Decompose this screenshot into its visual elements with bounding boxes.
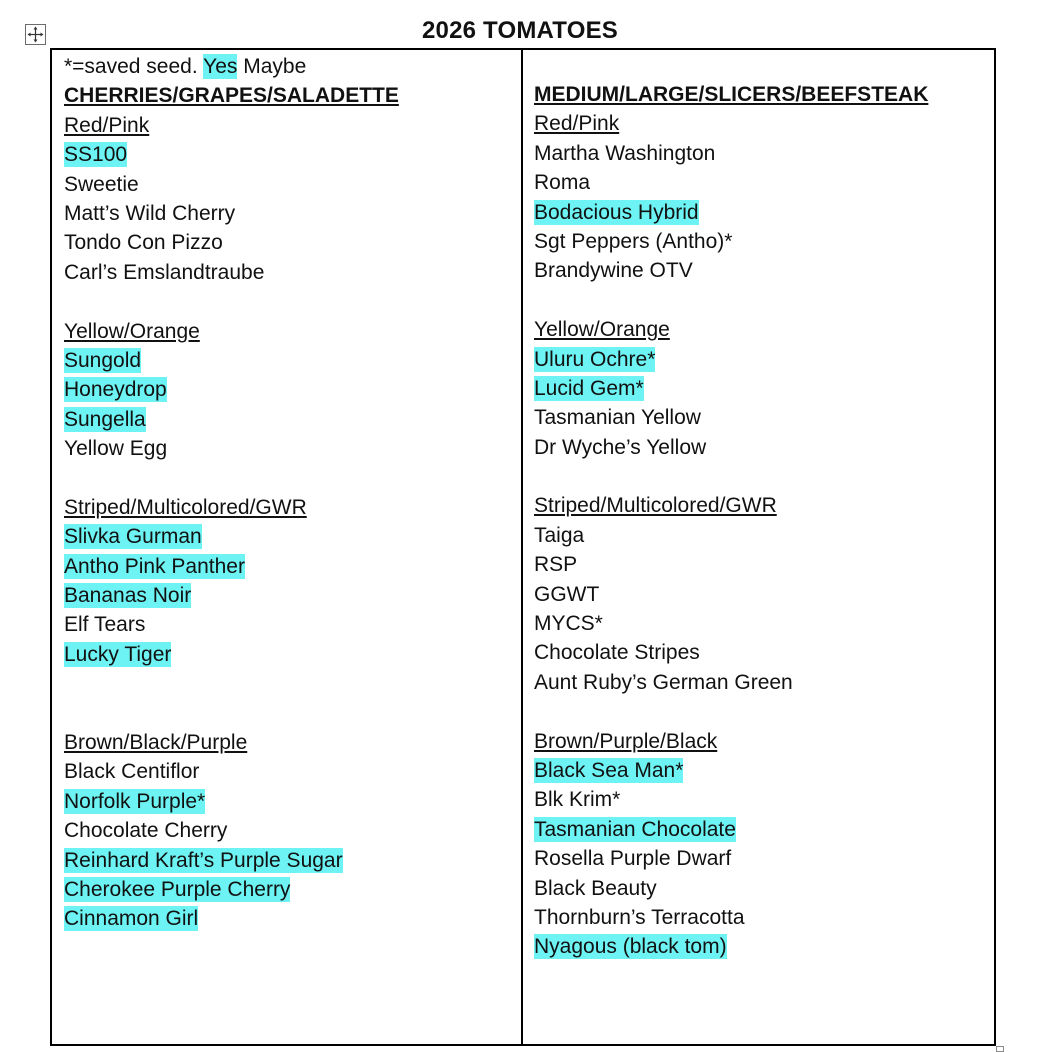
variety-item bbox=[534, 345, 984, 374]
variety-item bbox=[64, 405, 514, 434]
variety-item bbox=[534, 433, 984, 462]
variety-name: Sungold bbox=[64, 348, 142, 372]
group-label: Yellow/Orange bbox=[534, 318, 670, 342]
variety-item bbox=[534, 580, 984, 609]
variety-item bbox=[64, 258, 514, 287]
blank-line bbox=[534, 286, 984, 315]
variety-name: Norfolk Purple* bbox=[64, 789, 206, 813]
variety-item bbox=[534, 844, 984, 873]
variety-item bbox=[64, 757, 514, 786]
blank-line bbox=[64, 463, 514, 492]
variety-item bbox=[534, 198, 984, 227]
variety-item bbox=[534, 609, 984, 638]
variety-item bbox=[534, 756, 984, 785]
variety-item bbox=[64, 816, 514, 845]
group-label: Red/Pink bbox=[64, 113, 150, 137]
variety-name: Sgt Peppers (Antho)* bbox=[534, 229, 733, 253]
variety-name: Taiga bbox=[534, 523, 585, 547]
variety-name: Tasmanian Yellow bbox=[534, 406, 701, 430]
variety-item bbox=[64, 640, 514, 669]
legend-line bbox=[64, 52, 514, 81]
variety-item bbox=[64, 787, 514, 816]
variety-name: Lucky Tiger bbox=[64, 642, 172, 666]
variety-name: Aunt Ruby’s German Green bbox=[534, 670, 793, 694]
variety-name: Reinhard Kraft’s Purple Sugar bbox=[64, 848, 343, 872]
group-label: Brown/Purple/Black bbox=[534, 729, 718, 753]
slicers-column bbox=[534, 80, 984, 962]
variety-name: Black Beauty bbox=[534, 876, 657, 900]
cherries-groups bbox=[64, 111, 514, 934]
variety-item bbox=[534, 903, 984, 932]
variety-name: Rosella Purple Dwarf bbox=[534, 847, 732, 871]
variety-item bbox=[534, 256, 984, 285]
variety-item bbox=[534, 932, 984, 961]
group-label: Striped/Multicolored/GWR bbox=[64, 495, 307, 519]
variety-item bbox=[64, 434, 514, 463]
variety-name: Yellow Egg bbox=[64, 437, 168, 461]
variety-name: Uluru Ochre* bbox=[534, 347, 656, 371]
variety-item bbox=[534, 785, 984, 814]
variety-name: Elf Tears bbox=[64, 613, 146, 637]
variety-item bbox=[64, 581, 514, 610]
variety-name: RSP bbox=[534, 553, 578, 577]
variety-item bbox=[64, 904, 514, 933]
variety-item bbox=[534, 638, 984, 667]
blank-line bbox=[64, 287, 514, 316]
variety-name: SS100 bbox=[64, 143, 128, 167]
variety-name: Black Sea Man* bbox=[534, 758, 684, 782]
variety-name: GGWT bbox=[534, 582, 600, 606]
group-label: Yellow/Orange bbox=[64, 319, 200, 343]
blank-line bbox=[534, 697, 984, 726]
blank-line bbox=[64, 669, 514, 728]
blank-line bbox=[534, 462, 984, 491]
variety-name: Bananas Noir bbox=[64, 584, 192, 608]
variety-name: Black Centiflor bbox=[64, 760, 200, 784]
variety-name: Thornburn’s Terracotta bbox=[534, 905, 745, 929]
variety-name: Carl’s Emslandtraube bbox=[64, 260, 265, 284]
variety-item bbox=[534, 815, 984, 844]
legend-maybe: Maybe bbox=[237, 55, 307, 78]
variety-name: Antho Pink Panther bbox=[64, 554, 245, 578]
slicers-groups bbox=[534, 109, 984, 961]
variety-item bbox=[534, 403, 984, 432]
variety-item bbox=[64, 522, 514, 551]
variety-item bbox=[64, 552, 514, 581]
variety-item bbox=[64, 875, 514, 904]
variety-name: Chocolate Stripes bbox=[534, 641, 700, 665]
variety-item bbox=[534, 550, 984, 579]
variety-item bbox=[64, 346, 514, 375]
variety-item bbox=[534, 168, 984, 197]
variety-item bbox=[64, 228, 514, 257]
variety-item bbox=[64, 199, 514, 228]
variety-name: Brandywine OTV bbox=[534, 259, 693, 283]
variety-name: Nyagous (black tom) bbox=[534, 935, 727, 959]
variety-name: Dr Wyche’s Yellow bbox=[534, 435, 707, 459]
variety-name: Bodacious Hybrid bbox=[534, 200, 699, 224]
variety-name: Cherokee Purple Cherry bbox=[64, 877, 291, 901]
variety-name: Honeydrop bbox=[64, 378, 167, 402]
column-heading: MEDIUM/LARGE/SLICERS/BEEFSTEAK bbox=[534, 83, 929, 106]
variety-item bbox=[534, 374, 984, 403]
group-label: Brown/Black/Purple bbox=[64, 731, 248, 754]
table-resize-handle[interactable] bbox=[996, 1046, 1004, 1052]
variety-item bbox=[64, 170, 514, 199]
column-divider bbox=[521, 48, 523, 1046]
variety-name: Lucid Gem* bbox=[534, 376, 644, 400]
legend-saved-seed: *=saved seed. bbox=[64, 55, 204, 78]
cherries-column bbox=[64, 52, 514, 934]
document-title: 2026 TOMATOES bbox=[421, 17, 618, 44]
variety-item bbox=[64, 375, 514, 404]
variety-item bbox=[534, 874, 984, 903]
legend-yes: Yes bbox=[203, 55, 238, 78]
variety-name: Sweetie bbox=[64, 172, 139, 196]
variety-item bbox=[534, 668, 984, 697]
variety-item bbox=[64, 846, 514, 875]
variety-name: Sungella bbox=[64, 407, 146, 431]
variety-name: Roma bbox=[534, 171, 591, 195]
variety-name: Tondo Con Pizzo bbox=[64, 231, 223, 255]
variety-name: MYCS* bbox=[534, 612, 603, 636]
variety-item bbox=[534, 139, 984, 168]
variety-name: Slivka Gurman bbox=[64, 525, 202, 549]
group-label: Red/Pink bbox=[534, 112, 620, 136]
variety-item bbox=[534, 521, 984, 550]
group-label: Striped/Multicolored/GWR bbox=[534, 494, 777, 518]
variety-name: Chocolate Cherry bbox=[64, 819, 228, 843]
variety-name: Cinnamon Girl bbox=[64, 907, 199, 931]
variety-item bbox=[64, 140, 514, 169]
variety-name: Tasmanian Chocolate bbox=[534, 817, 736, 841]
variety-item bbox=[534, 227, 984, 256]
variety-name: Blk Krim* bbox=[534, 788, 621, 812]
variety-name: Martha Washington bbox=[534, 141, 716, 165]
column-heading: CHERRIES/GRAPES/SALADETTE bbox=[64, 84, 399, 108]
variety-name: Matt’s Wild Cherry bbox=[64, 201, 236, 225]
variety-item bbox=[64, 610, 514, 639]
